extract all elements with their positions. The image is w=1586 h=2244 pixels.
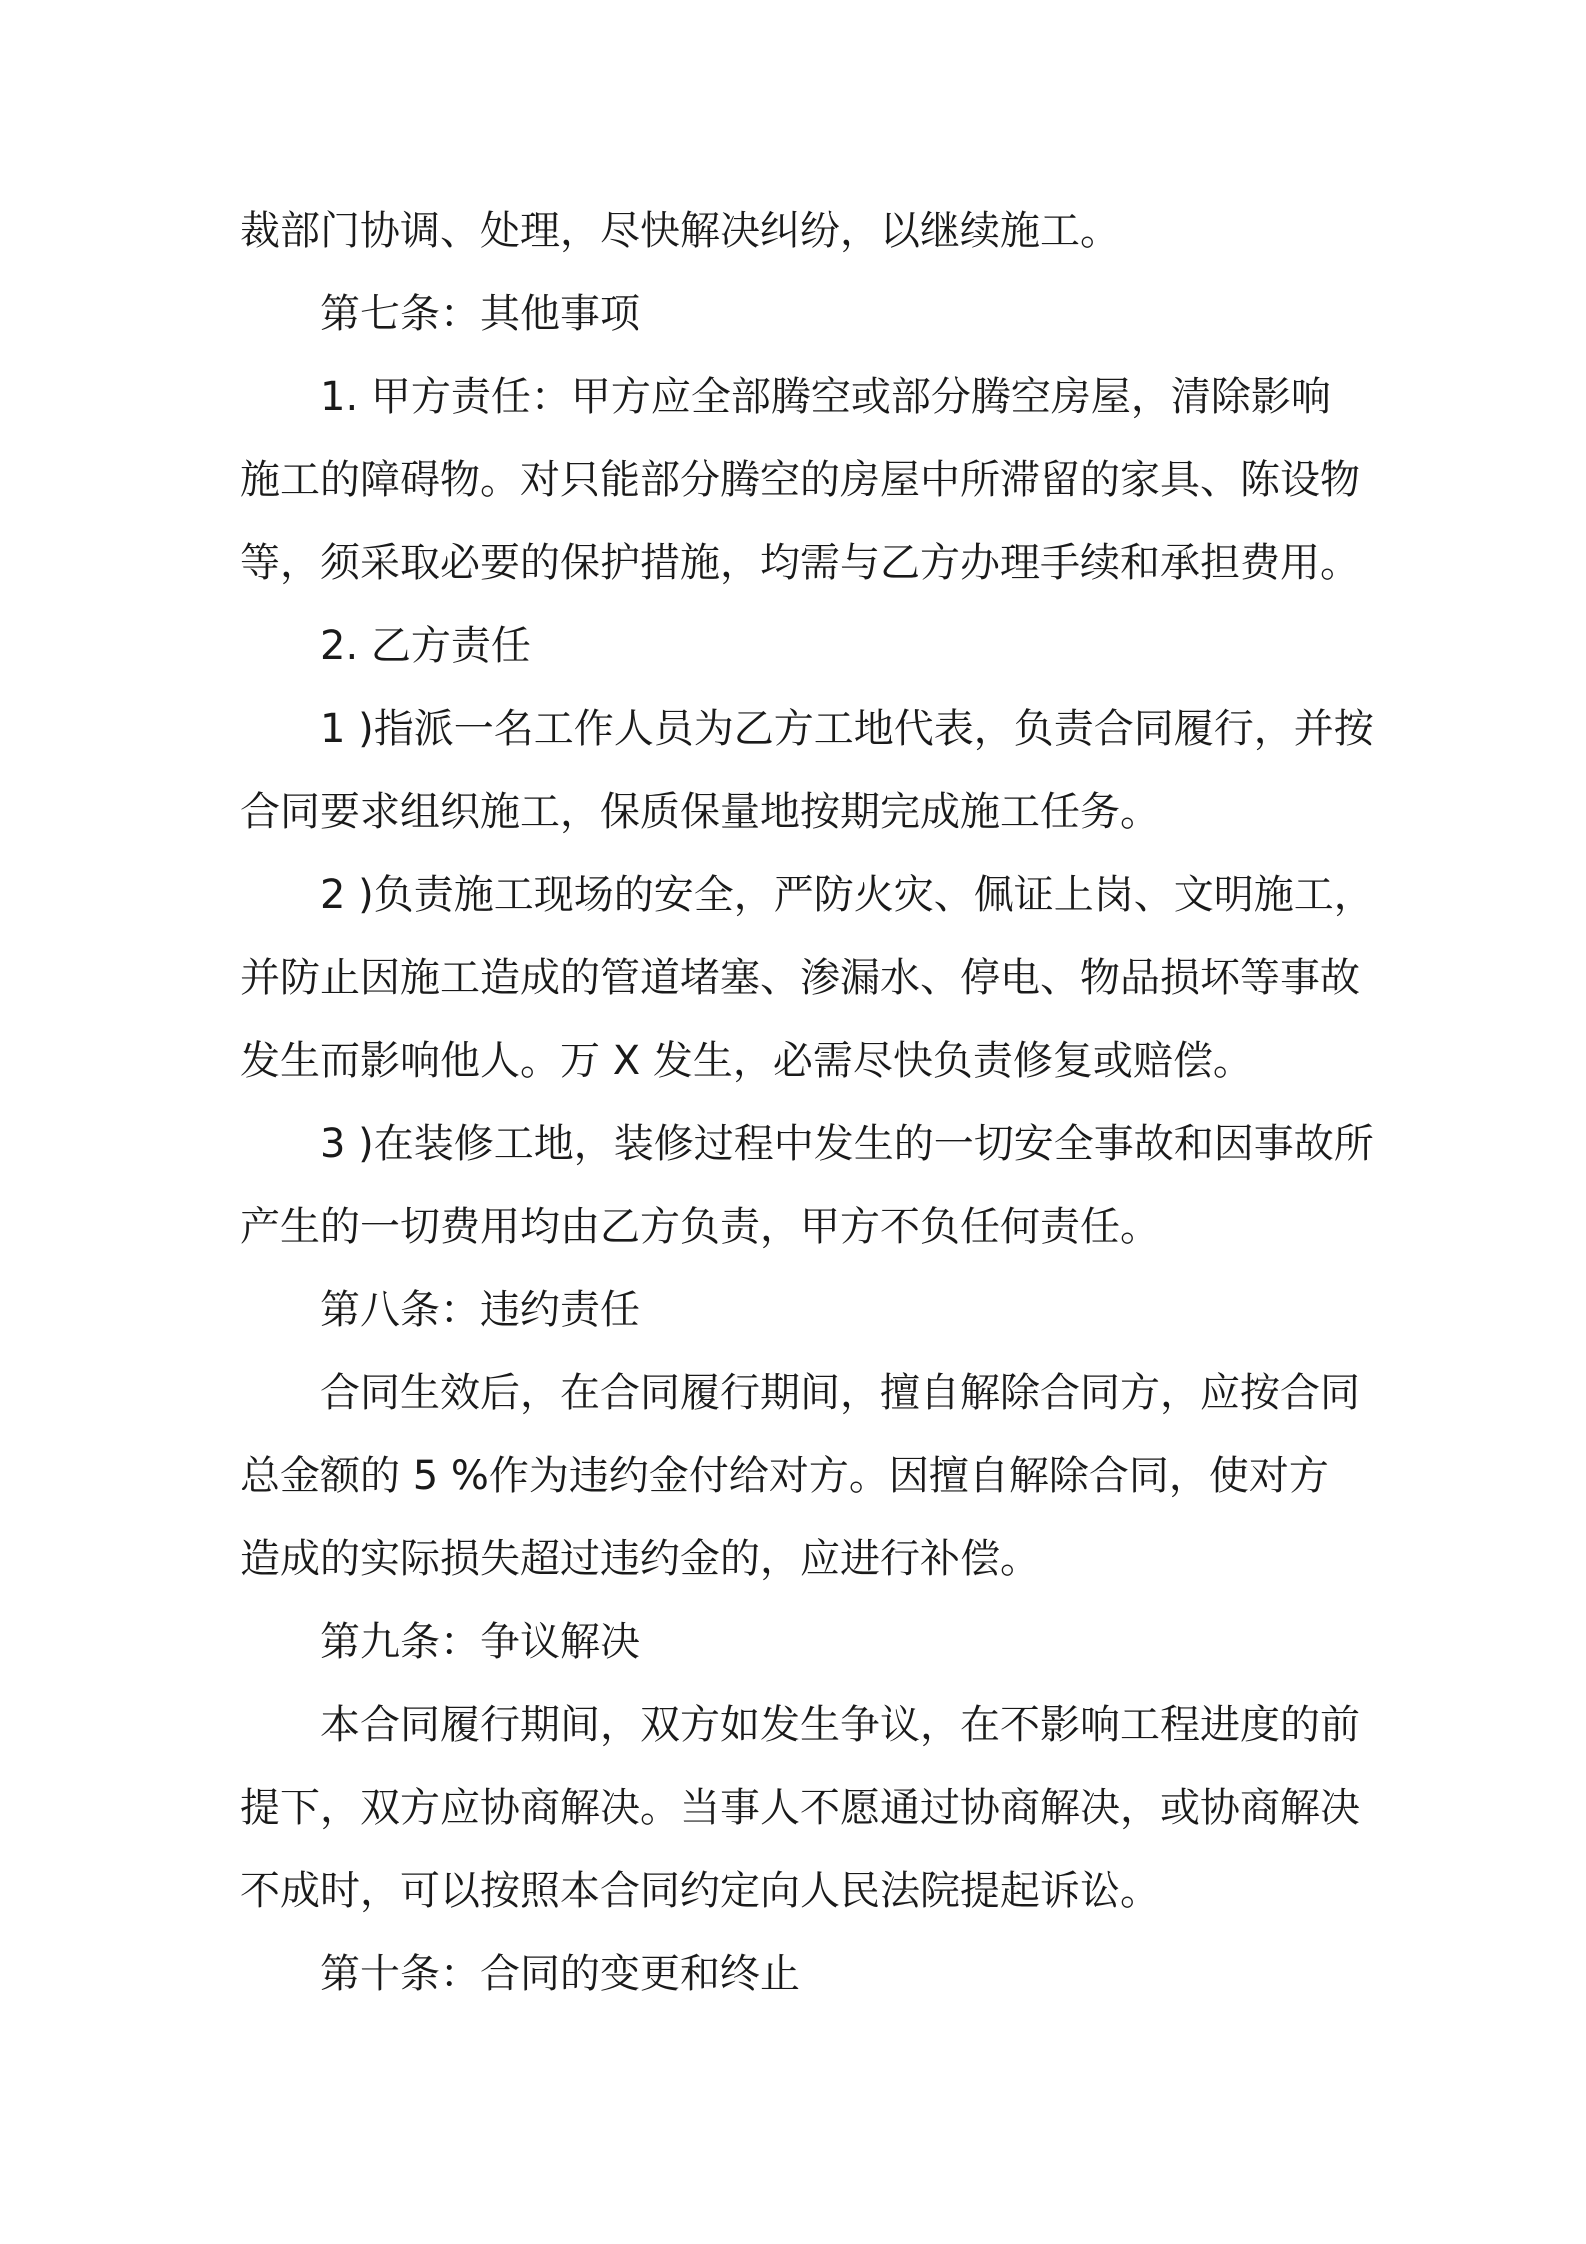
text-line: 不成时，可以按照本合同约定向人民法院提起诉讼。: [240, 1868, 1160, 1914]
text-line: 产生的一切费用均由乙方负责，甲方不负任何责任。: [240, 1204, 1160, 1250]
section-heading-8: 第八条：违约责任: [320, 1287, 640, 1333]
text-line: 等，须采取必要的保护措施，均需与乙方办理手续和承担费用。: [240, 540, 1360, 586]
document-body: [240, 190, 1374, 2016]
text-line: 1. 甲方责任：甲方应全部腾空或部分腾空房屋，清除影响: [320, 374, 1331, 420]
text-line: 本合同履行期间，双方如发生争议，在不影响工程进度的前: [320, 1702, 1360, 1748]
text-line: 2. 乙方责任: [320, 623, 531, 669]
text-line: 1 )指派一名工作人员为乙方工地代表，负责合同履行，并按: [320, 706, 1374, 752]
text-line: 提下，双方应协商解决。当事人不愿通过协商解决，或协商解决: [240, 1785, 1360, 1831]
section-heading-7: 第七条：其他事项: [320, 291, 640, 337]
section-heading-10: 第十条：合同的变更和终止: [320, 1951, 800, 1997]
section-heading-9: 第九条：争议解决: [320, 1619, 640, 1665]
text-line: 发生而影响他人。万 X 发生，必需尽快负责修复或赔偿。: [240, 1038, 1253, 1084]
text-line: 2 )负责施工现场的安全，严防火灾、佩证上岗、文明施工，: [320, 872, 1374, 918]
text-line: 造成的实际损失超过违约金的，应进行补偿。: [240, 1536, 1040, 1582]
text-line: 合同生效后，在合同履行期间，擅自解除合同方，应按合同: [320, 1370, 1360, 1416]
text-line: 并防止因施工造成的管道堵塞、渗漏水、停电、物品损坏等事故: [240, 955, 1360, 1001]
text-line: 总金额的 5 %作为违约金付给对方。因擅自解除合同，使对方: [240, 1453, 1329, 1499]
text-line: 施工的障碍物。对只能部分腾空的房屋中所滞留的家具、陈设物: [240, 457, 1360, 503]
text-line: 合同要求组织施工，保质保量地按期完成施工任务。: [240, 789, 1160, 835]
text-line: 3 )在装修工地，装修过程中发生的一切安全事故和因事故所: [320, 1121, 1374, 1167]
text-line: 裁部门协调、处理，尽快解决纠纷，以继续施工。: [240, 208, 1120, 254]
